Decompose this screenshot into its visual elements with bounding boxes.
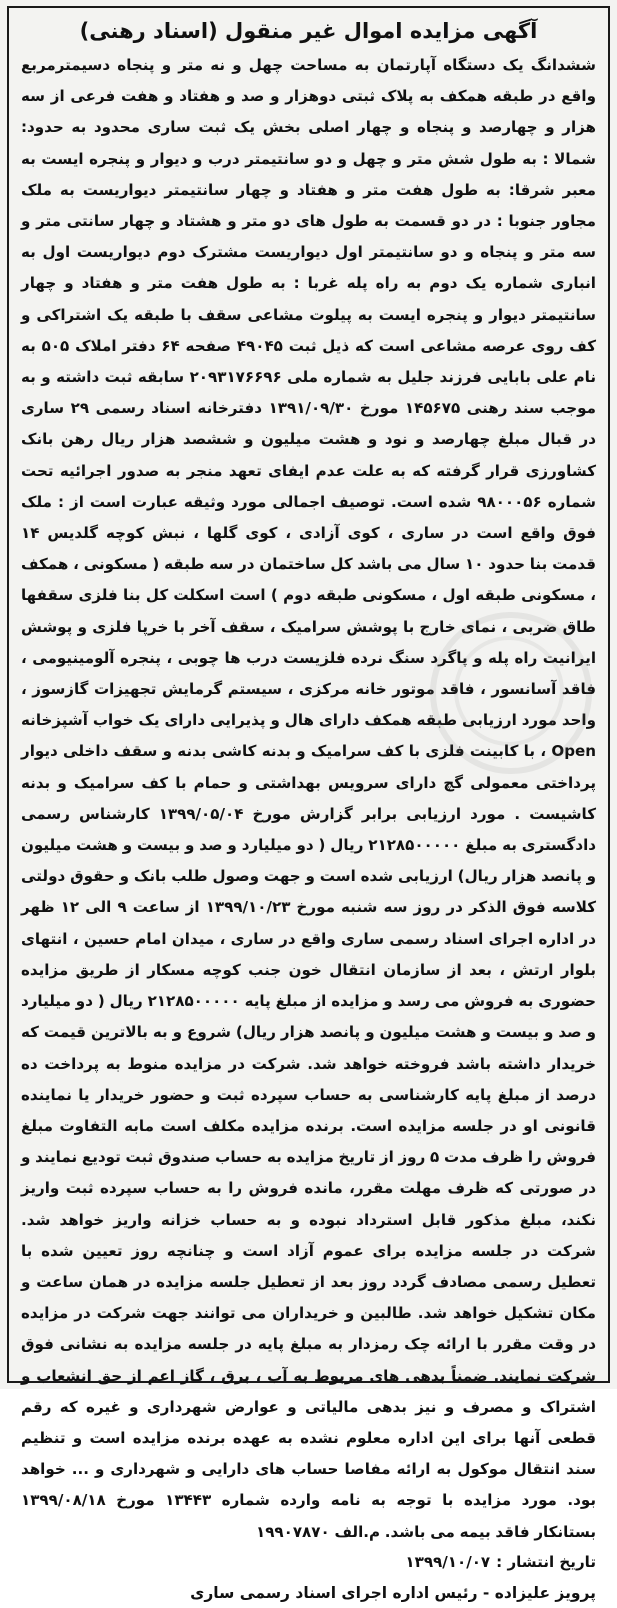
publish-date-label: تاریخ انتشار :	[496, 1552, 596, 1571]
publish-date-line	[21, 1548, 596, 1576]
notice-title: آگهی مزایده اموال غیر منقول (اسناد رهنی)	[79, 19, 538, 43]
notice-body	[21, 50, 596, 1548]
notice-border	[7, 6, 610, 1602]
publish-date-value: ۱۳۹۹/۱۰/۰۷	[405, 1552, 491, 1571]
notice-body-paragraph: ششدانگ یک دستگاه آپارتمان به مساحت چهل و نه متر و پنجاه دسیمترمربع واقع در طبقه همکف به پلاک ثبتی دوهزار و صد و هفتاد و هفت فرعی از سه هزار و چهارصد و پنجاه و چهار اصلی بخش یک ثبت ساری محدود به حدود: شمالا : به طول شش متر و چهل و دو سانتیمتر درب و دیوار و پنجره ایست به معبر شرقا: به طول هفت متر و هفتاد و چهار سانتیمتر دیواریست به ملک مجاور جنوبا : در دو قسمت به طول های دو متر و هشتاد و چهار سانتی متر و سه متر و پنجاه و دو سانتیمتر اول دیواریست مشترک دوم دیواریست اول به انباری شماره یک دوم به راه پله غربا : به طول هفت متر و هفتاد و چهار سانتیمتر دیوار و پنجره ایست به پیلوت مشاعی سقف با طبقه یک اشتراکی و کف روی عرصه مشاعی است که ذیل ثبت ۴۹۰۴۵ صفحه ۶۴ دفتر املاک ۵۰۵ به نام علی بابایی فرزند جلیل به شماره ملی ۲۰۹۳۱۷۶۶۹۶ سابقه ثبت داشته و به موجب سند رهنی ۱۴۵۶۷۵ مورخ ۱۳۹۱/۰۹/۳۰ دفترخانه اسناد رسمی ۲۹ ساری در قبال مبلغ چهارصد و نود و هشت میلیون و ششصد هزار ریال رهن بانک کشاورزی قرار گرفته که به علت عدم ایفای تعهد منجر به صدور اجرائیه تحت شماره ۹۸۰۰۰۵۶ شده است. توصیف اجمالی مورد وثیقه عبارت است از : ملک فوق واقع است در ساری ، کوی آزادی ، کوی گلها ، نبش کوچه گلدیس ۱۴ قدمت بنا حدود ۱۰ سال می باشد کل ساختمان در سه طبقه ( مسکونی ، همکف ، مسکونی طبقه اول ، مسکونی طبقه دوم ) است اسکلت کل بنا فلزی سقفها طاق ضربی ، نمای خارج با پوشش سرامیک ، سقف آخر با خرپا فلزی و پوشش ایرانیت راه پله و پاگرد سنگ نرده فلزیست درب ها چوبی ، پنجره آلومینیومی ، فاقد آسانسور ، فاقد موتور خانه مرکزی ، سیستم گرمایش تجهیزات گازسوز ، واحد مورد ارزیابی طبقه همکف دارای هال و پذیرایی دارای یک خواب آشپزخانه Open ، با کابینت فلزی با کف سرامیک و بدنه کاشی بدنه و سقف داخلی دیوار پرداختی معمولی گچ دارای سرویس بهداشتی و حمام با کف سرامیک و بدنه کاشیست . مورد ارزیابی برابر گزارش مورخ ۱۳۹۹/۰۵/۰۴ کارشناس رسمی دادگستری به مبلغ ۲۱۲۸۵۰۰۰۰۰ ریال ( دو میلیارد و صد و بیست و هشت میلیون و پانصد هزار ریال) ارزیابی شده است و جهت وصول طلب بانک و حقوق دولتی کلاسه فوق الذکر در روز سه شنبه مورخ ۱۳۹۹/۱۰/۲۳ از ساعت ۹ الی ۱۲ ظهر در اداره اجرای اسناد رسمی ساری واقع در ساری ، میدان امام حسین ، انتهای بلوار ارتش ، بعد از سازمان انتقال خون جنب کوچه مسکار از طریق مزایده حضوری به فروش می رسد و مزایده از مبلغ پایه ۲۱۲۸۵۰۰۰۰۰ ریال ( دو میلیارد و صد و بیست و هشت میلیون و پانصد هزار ریال) شروع و به بالاترین قیمت که خریدار داشته باشد فروخته خواهد شد. شرکت در مزایده منوط به پرداخت ده درصد از مبلغ پایه کارشناسی به حساب سپرده ثبت و حضور خریدار یا نماینده قانونی او در جلسه مزایده است. برنده مزایده مکلف است مابه التفاوت مبلغ فروش را ظرف مدت ۵ روز از تاریخ مزایده به حساب صندوق ثبت تودیع نمایند و در صورتی که ظرف مهلت مقرر، مانده فروش را به حساب سپرده ثبت واریز نکند، مبلغ مذکور قابل استرداد نبوده و به حساب خزانه واریز خواهد شد. شرکت در جلسه مزایده برای عموم آزاد است و چنانچه روز تعیین شده با تعطیل رسمی مصادف گردد روز بعد از تعطیل جلسه مزایده در همان ساعت و مکان تشکیل خواهد شد. طالبین و خریداران می توانند جهت شرکت در مزایده در وقت مقرر با ارائه چک رمزدار به مبلغ پایه در جلسه مزایده به نشانی فوق شرکت نمایند. ضمناً بدهی های مربوط به آب ، برق ، گاز اعم از حق انشعاب و اشتراک و مصرف و نیز بدهی مالیاتی و عوارض شهرداری و غیره که رقم قطعی آنها برای این اداره معلوم نشده به عهده برنده مزایده است و تنظیم سند انتقال موکول به ارائه مفاصا حساب های دارایی و شهرداری و ... خواهد بود. مورد مزایده با توجه به نامه وارده شماره ۱۳۴۴۳ مورخ ۱۳۹۹/۰۸/۱۸ بستانکار فاقد بیمه می باشد. م.الف ۱۹۹۰۷۸۷۰	[21, 56, 596, 1541]
signature-line: پرویز علیزاده - رئیس اداره اجرای اسناد رسمی ساری	[190, 1583, 596, 1602]
